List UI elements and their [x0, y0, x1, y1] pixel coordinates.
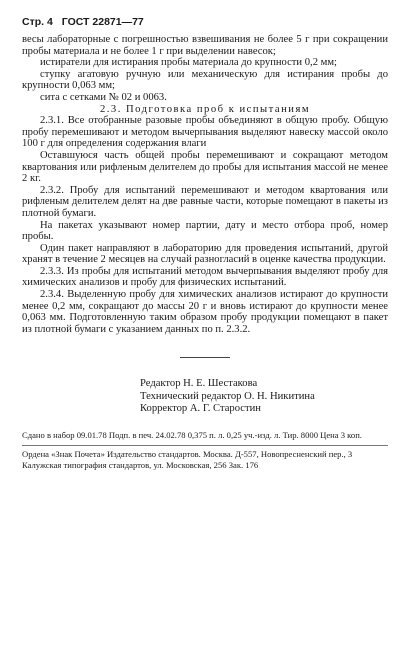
document-body [22, 34, 388, 335]
paragraph: 2.3.3. Из пробы для испытаний методом вычерпывания выделяют пробу для химических анализов и пробу для физических испытаний. [22, 265, 388, 289]
page-number: Стр. 4 [22, 16, 53, 28]
editor-line: Редактор Н. Е. Шестакова [140, 378, 258, 390]
paragraph: истиратели для истирания пробы материала до крупности 0,2 мм; [40, 57, 337, 69]
divider [180, 357, 230, 358]
section-heading: 2.3. Подготовка проб к испытаниям [99, 103, 311, 115]
paragraph: весы лабораторные с погрешностью взвешивания не более 5 г при сокращении пробы материала и не более 1 г при выделении навесок; [22, 34, 388, 57]
paragraph: Оставшуюся часть общей пробы перемешивают и сокращают методом квартования или рифленым делителем до пробы для испытания массой не менее 2 кг. [22, 149, 388, 185]
page-header [22, 16, 388, 28]
standard-number: ГОСТ 22871—77 [61, 16, 144, 28]
paragraph: сита с сетками № 02 и 0063. [40, 91, 167, 103]
colophon [22, 430, 388, 471]
paragraph: 2.3.4. Выделенную пробу для химических анализов истирают до крупности менее 0,2 мм, сокращают до массы 20 г и вновь истирают до крупности менее 0,063 мм. Подготовленную таким образом пробу продукции помещают в пакет из плотной бумаги с указанием данных по п. 2.3.2. [22, 289, 388, 335]
paragraph: ступку агатовую ручную или механическую для истирания пробы до крупности 0,063 мм; [22, 68, 388, 92]
print-details: Сдано в набор 09.01.78 Подп. в печ. 24.02.78 0,375 п. л. 0,25 уч.-изд. л. Тир. 8000 Цена 3 коп. [22, 429, 362, 440]
editorial-credits [22, 378, 388, 416]
technical-editor-line: Технический редактор О. Н. Никитина [140, 390, 315, 402]
printer-line: Калужская типография стандартов, ул. Московская, 256 Зак. 176 [22, 459, 259, 470]
paragraph: Один пакет направляют в лабораторию для проведения испытаний, другой хранят в течение 2 месяцев на случай разногласий в оценке качества продукции. [22, 242, 388, 266]
publisher-line: Ордена «Знак Почета» Издательство стандартов. Москва. Д-557, Новопресненский пер., 3 [22, 445, 388, 460]
proofreader-line: Корректор А. Г. Старостин [140, 403, 261, 415]
paragraph: На пакетах указывают номер партии, дату и место отбора проб, номер пробы. [22, 219, 388, 243]
paragraph: 2.3.2. Пробу для испытаний перемешивают и методом квартования или рифленым делителем делят на две равные части, которые помещают в пакеты из плотной бумаги. [22, 184, 388, 219]
paragraph: 2.3.1. Все отобранные разовые пробы объединяют в общую пробу. Общую пробу перемешивают и методом вычерпывания выделяют навеску массой около 100 г для определения содержания влаги [22, 115, 388, 150]
